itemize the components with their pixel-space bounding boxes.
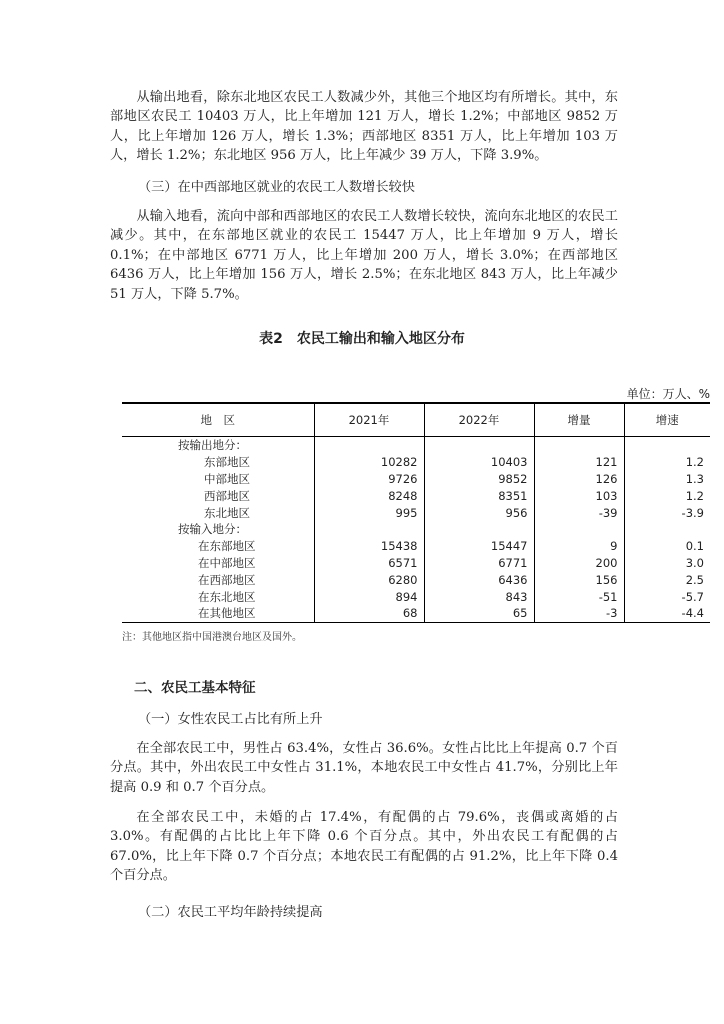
table-group-row: [122, 437, 710, 454]
cell-2021: 6280: [314, 571, 424, 588]
cell-growth: 1.3: [624, 471, 710, 488]
row-region: 东北地区: [204, 505, 250, 520]
cell-increment: 126: [534, 471, 624, 488]
cell-2021: 68: [314, 605, 424, 622]
cell-2022: 10403: [424, 454, 534, 471]
row-region: 中部地区: [204, 471, 250, 486]
cell-2021: 10282: [314, 454, 424, 471]
cell-increment: 9: [534, 538, 624, 555]
group-label-input: 按输入地分：: [178, 522, 247, 537]
table-row: [122, 471, 710, 488]
table-unit: 单位：万人、%: [626, 387, 710, 401]
cell-2021: 15438: [314, 538, 424, 555]
cell-2022: 9852: [424, 471, 534, 488]
row-region: 在东北地区: [198, 589, 256, 604]
subheading-female-share: （一）女性农民工占比有所上升: [138, 712, 323, 727]
cell-growth: 1.2: [624, 487, 710, 504]
cell-2022: 6771: [424, 555, 534, 572]
table-row: [122, 588, 710, 605]
cell-2022: 956: [424, 504, 534, 521]
cell-2022: 65: [424, 605, 534, 622]
table-row: [122, 555, 710, 572]
table-header-row: [122, 403, 710, 437]
subheading-central-western: （三）在中西部地区就业的农民工人数增长较快: [138, 180, 415, 195]
region-distribution-table: [122, 402, 710, 623]
row-region: 在东部地区: [198, 539, 256, 554]
cell-increment: -3: [534, 605, 624, 622]
cell-growth: 3.0: [624, 555, 710, 572]
cell-2022: 843: [424, 588, 534, 605]
row-region: 在西部地区: [198, 572, 256, 587]
table-note: 注：其他地区指中国港澳台地区及国外。: [122, 632, 302, 643]
cell-2022: 6436: [424, 571, 534, 588]
cell-growth: -3.9: [624, 504, 710, 521]
cell-2021: 6571: [314, 555, 424, 572]
col-header-region: 地 区: [122, 403, 314, 437]
table-title: 表2 农民工输出和输入地区分布: [259, 331, 465, 347]
table-row: [122, 605, 710, 622]
row-region: 西部地区: [204, 488, 250, 503]
paragraph-output-region: 从输出地看，除东北地区农民工人数减少外，其他三个地区均有所增长。其中，东部地区农民工 10403 万人，比上年增加 121 万人，增长 1.2%；中部地区 9852 万人，比上年增加 126 万人，增长 1.3%；西部地区 8351 万人，比上年增加 103 万人，增长 1.2%；东北地区 956 万人，比上年减少 39 万人，下降 3.9%。: [110, 90, 618, 164]
paragraph-input-region: 从输入地看，流向中部和西部地区的农民工人数增长较快，流向东北地区的农民工减少。其中，在东部地区就业的农民工 15447 万人，比上年增加 9 万人，增长 0.1%；在中部地区 6771 万人，比上年增加 200 万人，增长 3.0%；在西部地区 6436 万人，比上年增加 156 万人，增长 2.5%；在东北地区 843 万人，比上年减少 51 万人，下降 5.7%。: [110, 209, 618, 302]
cell-2021: 9726: [314, 471, 424, 488]
row-region: 在中部地区: [198, 555, 256, 570]
cell-increment: 121: [534, 454, 624, 471]
cell-2022: 8351: [424, 487, 534, 504]
col-header-2022: 2022年: [424, 403, 534, 437]
cell-growth: -4.4: [624, 605, 710, 622]
cell-growth: 2.5: [624, 571, 710, 588]
cell-increment: -51: [534, 588, 624, 605]
cell-growth: 1.2: [624, 454, 710, 471]
cell-increment: -39: [534, 504, 624, 521]
paragraph-gender: 在全部农民工中，男性占 63.4%，女性占 36.6%。女性占比比上年提高 0.7 个百分点。其中，外出农民工中女性占 31.1%，本地农民工中女性占 41.7%，分别比上年提高 0.9 和 0.7 个百分点。: [110, 741, 618, 795]
col-header-growth: 增速: [624, 403, 710, 437]
cell-2021: 8248: [314, 487, 424, 504]
section-heading: 二、农民工基本特征: [134, 680, 256, 696]
cell-increment: 156: [534, 571, 624, 588]
table-group-row: [122, 521, 710, 538]
col-header-2021: 2021年: [314, 403, 424, 437]
col-header-increment: 增量: [534, 403, 624, 437]
cell-2022: 15447: [424, 538, 534, 555]
table-row: [122, 504, 710, 521]
cell-increment: 200: [534, 555, 624, 572]
table-row: [122, 571, 710, 588]
cell-growth: -5.7: [624, 588, 710, 605]
paragraph-marital: 在全部农民工中，未婚的占 17.4%，有配偶的占 79.6%，丧偶或离婚的占 3.0%。有配偶的占比比上年下降 0.6 个百分点。其中，外出农民工有配偶的占 67.0%，比上年下降 0.7 个百分点；本地农民工有配偶的占 91.2%，比上年下降 0.4 个百分点。: [110, 810, 618, 884]
row-region: 在其他地区: [122, 605, 314, 622]
cell-2021: 894: [314, 588, 424, 605]
table-row: [122, 538, 710, 555]
cell-growth: 0.1: [624, 538, 710, 555]
group-label-output: 按输出地分：: [178, 438, 247, 453]
cell-increment: 103: [534, 487, 624, 504]
cell-2021: 995: [314, 504, 424, 521]
table-row: [122, 487, 710, 504]
row-region: 东部地区: [204, 455, 250, 470]
subheading-average-age: （二）农民工平均年龄持续提高: [138, 905, 323, 920]
table-row: [122, 454, 710, 471]
